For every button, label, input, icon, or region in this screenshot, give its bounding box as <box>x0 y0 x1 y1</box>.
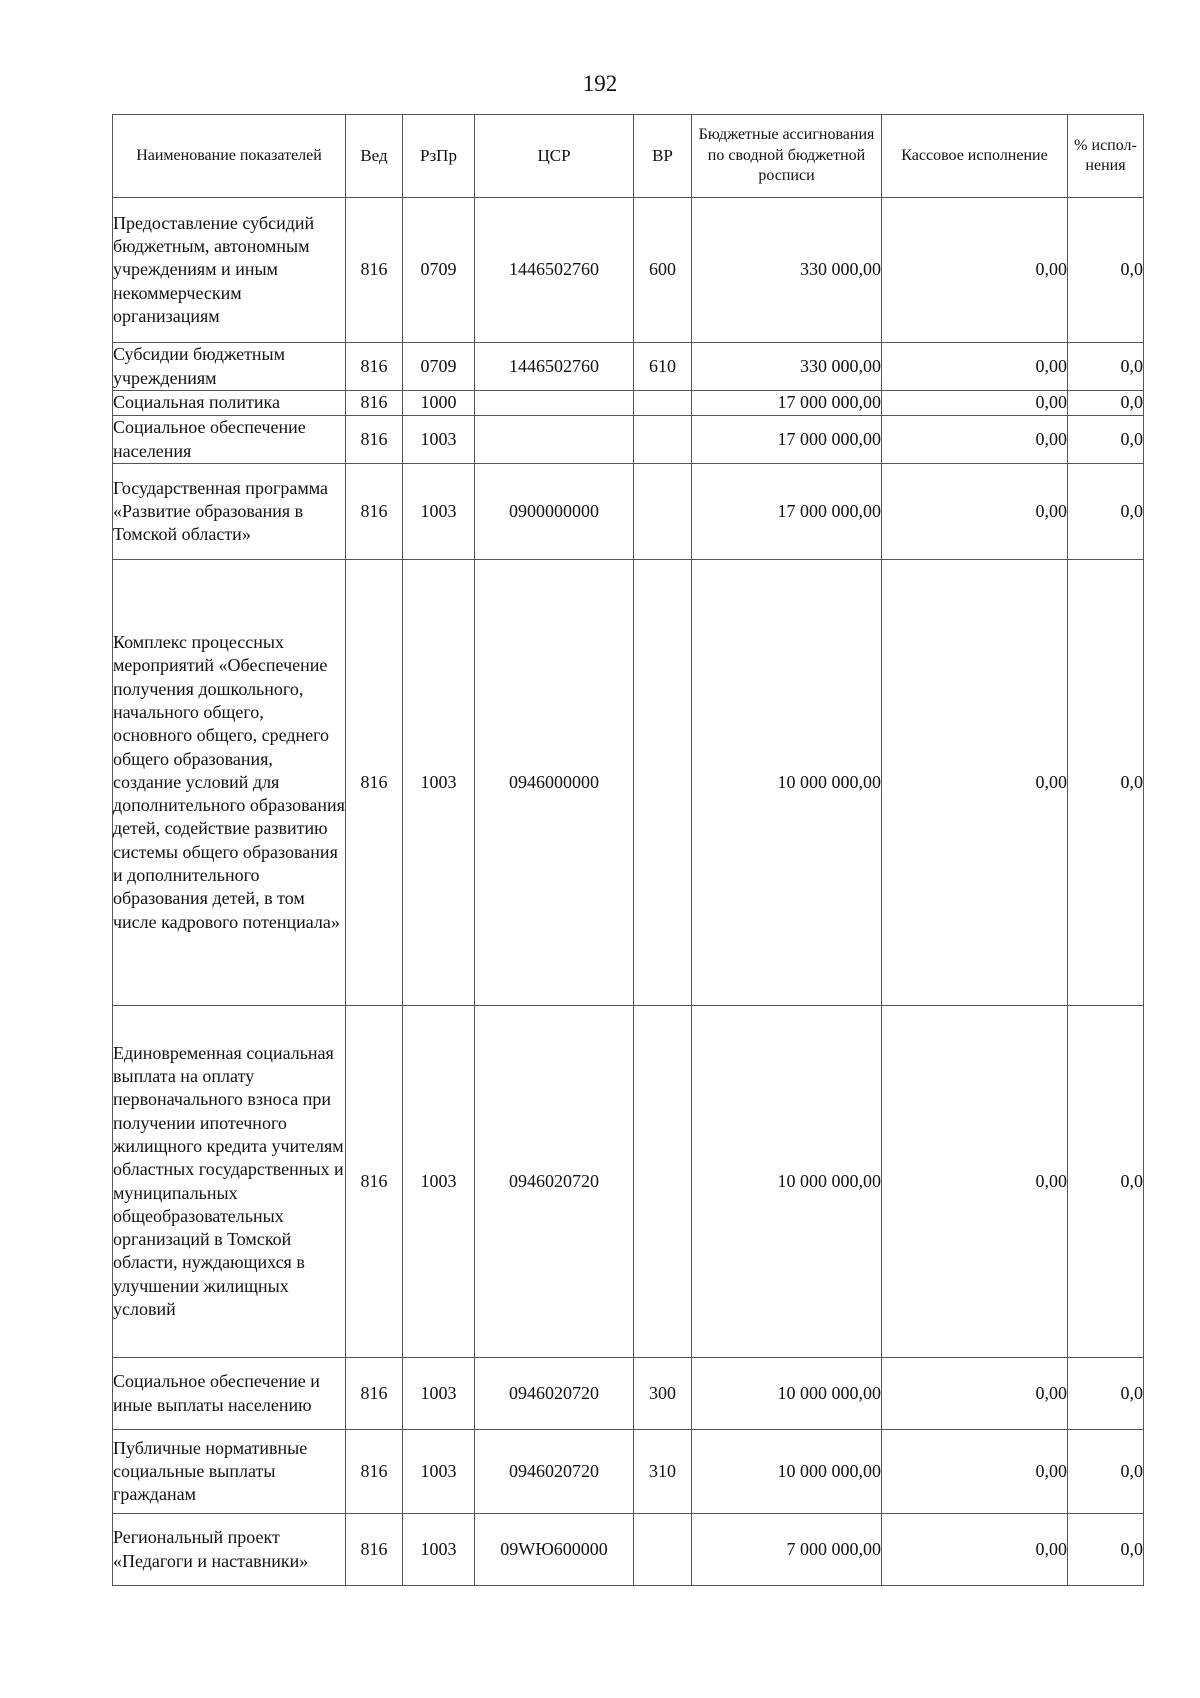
header-csr: ЦСР <box>475 115 634 198</box>
table-row <box>113 560 1144 1006</box>
page-number: 192 <box>582 71 618 96</box>
cell-budget: 10 000 000,00 <box>692 1430 882 1514</box>
cell-budget: 330 000,00 <box>692 343 882 391</box>
cell-percent: 0,0 <box>1068 391 1144 416</box>
cell-name: Государственная программа «Развитие образования в Томской области» <box>113 464 346 560</box>
cell-vr <box>634 416 692 464</box>
cell-rzpr: 1003 <box>403 1006 475 1358</box>
cell-name: Комплекс процессных мероприятий «Обеспечение получения дошкольного, начального общего, основного общего, среднего общего образования, создание условий для дополнительного образования детей, содействие развитию системы общего образования и дополнительного образования детей, в том числе кадрового потенциала» <box>113 560 346 1006</box>
cell-rzpr: 0709 <box>403 343 475 391</box>
cell-ved: 816 <box>346 464 403 560</box>
table-row <box>113 343 1144 391</box>
cell-vr <box>634 560 692 1006</box>
table-row <box>113 464 1144 560</box>
cell-budget: 330 000,00 <box>692 198 882 343</box>
cell-percent: 0,0 <box>1068 1358 1144 1430</box>
cell-vr <box>634 1514 692 1586</box>
cell-rzpr: 0709 <box>403 198 475 343</box>
cell-vr <box>634 391 692 416</box>
cell-rzpr: 1003 <box>403 416 475 464</box>
cell-cash: 0,00 <box>882 560 1068 1006</box>
table-row <box>113 391 1144 416</box>
table-body <box>113 198 1144 1586</box>
cell-ved: 816 <box>346 1514 403 1586</box>
table-row <box>113 1514 1144 1586</box>
cell-csr <box>475 391 634 416</box>
budget-execution-table <box>112 114 1144 1586</box>
cell-budget: 7 000 000,00 <box>692 1514 882 1586</box>
cell-cash: 0,00 <box>882 1006 1068 1358</box>
cell-budget: 10 000 000,00 <box>692 1358 882 1430</box>
cell-csr: 09WЮ600000 <box>475 1514 634 1586</box>
cell-name: Предоставление субсидий бюджетным, автономным учреждениям и иным некоммерческим организациям <box>113 198 346 343</box>
cell-ved: 816 <box>346 198 403 343</box>
cell-percent: 0,0 <box>1068 1514 1144 1586</box>
table-row <box>113 1358 1144 1430</box>
cell-cash: 0,00 <box>882 416 1068 464</box>
cell-csr: 0946000000 <box>475 560 634 1006</box>
header-ved: Вед <box>346 115 403 198</box>
cell-percent: 0,0 <box>1068 560 1144 1006</box>
table-row <box>113 198 1144 343</box>
cell-ved: 816 <box>346 1358 403 1430</box>
cell-cash: 0,00 <box>882 198 1068 343</box>
cell-name: Социальная политика <box>113 391 346 416</box>
cell-csr: 1446502760 <box>475 198 634 343</box>
header-name: Наименование показателей <box>113 115 346 198</box>
cell-csr: 1446502760 <box>475 343 634 391</box>
cell-name: Региональный проект «Педагоги и наставники» <box>113 1514 346 1586</box>
cell-vr: 300 <box>634 1358 692 1430</box>
table-header-row <box>113 115 1144 198</box>
cell-budget: 17 000 000,00 <box>692 416 882 464</box>
cell-cash: 0,00 <box>882 391 1068 416</box>
cell-rzpr: 1003 <box>403 560 475 1006</box>
cell-budget: 17 000 000,00 <box>692 464 882 560</box>
cell-percent: 0,0 <box>1068 343 1144 391</box>
cell-ved: 816 <box>346 1006 403 1358</box>
header-rzpr: РзПр <box>403 115 475 198</box>
header-percent: % испол-нения <box>1068 115 1144 198</box>
cell-vr: 310 <box>634 1430 692 1514</box>
cell-csr: 0900000000 <box>475 464 634 560</box>
cell-rzpr: 1003 <box>403 1514 475 1586</box>
cell-ved: 816 <box>346 391 403 416</box>
cell-rzpr: 1003 <box>403 1430 475 1514</box>
cell-csr: 0946020720 <box>475 1358 634 1430</box>
cell-percent: 0,0 <box>1068 464 1144 560</box>
cell-name: Социальное обеспечение населения <box>113 416 346 464</box>
table-row <box>113 416 1144 464</box>
cell-percent: 0,0 <box>1068 1430 1144 1514</box>
cell-cash: 0,00 <box>882 464 1068 560</box>
cell-ved: 816 <box>346 416 403 464</box>
table-row <box>113 1430 1144 1514</box>
cell-cash: 0,00 <box>882 1514 1068 1586</box>
cell-csr: 0946020720 <box>475 1006 634 1358</box>
cell-budget: 17 000 000,00 <box>692 391 882 416</box>
cell-vr: 600 <box>634 198 692 343</box>
cell-rzpr: 1003 <box>403 464 475 560</box>
cell-percent: 0,0 <box>1068 416 1144 464</box>
cell-csr <box>475 416 634 464</box>
cell-cash: 0,00 <box>882 1358 1068 1430</box>
cell-name: Публичные нормативные социальные выплаты гражданам <box>113 1430 346 1514</box>
cell-percent: 0,0 <box>1068 198 1144 343</box>
cell-csr: 0946020720 <box>475 1430 634 1514</box>
cell-name: Субсидии бюджетным учреждениям <box>113 343 346 391</box>
cell-vr <box>634 464 692 560</box>
cell-rzpr: 1000 <box>403 391 475 416</box>
cell-budget: 10 000 000,00 <box>692 560 882 1006</box>
header-cash: Кассовое исполнение <box>882 115 1068 198</box>
cell-vr <box>634 1006 692 1358</box>
cell-cash: 0,00 <box>882 343 1068 391</box>
cell-rzpr: 1003 <box>403 1358 475 1430</box>
cell-budget: 10 000 000,00 <box>692 1006 882 1358</box>
cell-vr: 610 <box>634 343 692 391</box>
cell-cash: 0,00 <box>882 1430 1068 1514</box>
cell-ved: 816 <box>346 560 403 1006</box>
cell-name: Социальное обеспечение и иные выплаты населению <box>113 1358 346 1430</box>
cell-ved: 816 <box>346 1430 403 1514</box>
header-budget: Бюджетные ассигнования по сводной бюджетной росписи <box>692 115 882 198</box>
cell-percent: 0,0 <box>1068 1006 1144 1358</box>
cell-name: Единовременная социальная выплата на оплату первоначального взноса при получении ипотечного жилищного кредита учителям областных государственных и муниципальных общеобразовательных организаций в Томской области, нуждающихся в улучшении жилищных условий <box>113 1006 346 1358</box>
cell-ved: 816 <box>346 343 403 391</box>
header-vr: ВР <box>634 115 692 198</box>
table-row <box>113 1006 1144 1358</box>
